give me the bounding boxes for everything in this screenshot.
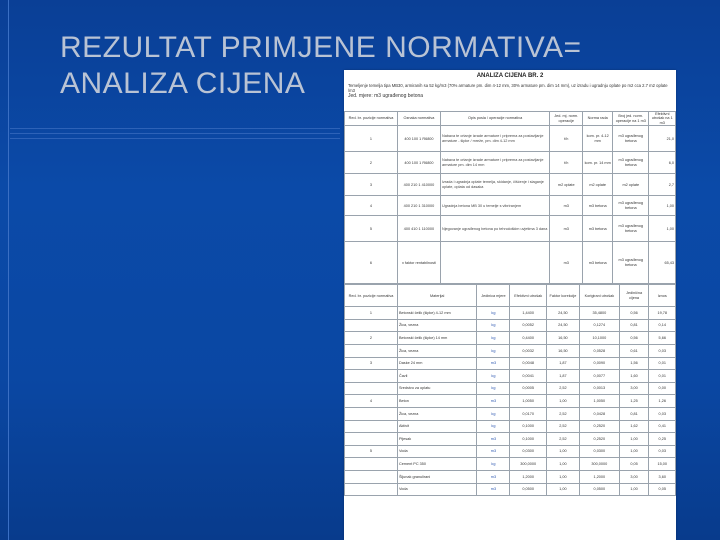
unit-price: 1,60 bbox=[619, 370, 649, 383]
effective-usage: 0,0005 bbox=[510, 382, 546, 395]
table-row bbox=[345, 420, 676, 433]
operation-unit: t/h bbox=[550, 126, 583, 152]
material-name: Voda bbox=[397, 483, 476, 496]
effective-usage: 1,4400 bbox=[510, 307, 546, 320]
amount: 0,03 bbox=[649, 345, 676, 358]
unit-of-measure: m3 bbox=[477, 445, 510, 458]
unit-price: 0,81 bbox=[619, 319, 649, 332]
unit-price: 0,56 bbox=[619, 332, 649, 345]
operation-description: Njegovanje ugrađenog betona po tehnološkim uvjetima 3 dana bbox=[440, 216, 549, 242]
materials-table-body bbox=[345, 307, 676, 496]
corrected-usage: 0,0500 bbox=[579, 483, 619, 496]
quantity-per-unit: m3 ugrađenog betona bbox=[613, 196, 649, 216]
norm-code: 400 210 1 410000 bbox=[397, 174, 440, 196]
row-number bbox=[345, 483, 398, 496]
correction-factor: 24,50 bbox=[546, 307, 579, 320]
corrected-usage: 0,1274 bbox=[579, 319, 619, 332]
material-name: Šljunak granulirani bbox=[397, 470, 476, 483]
effective-usage: 0,0048 bbox=[510, 357, 546, 370]
quantity-per-unit: m3 ugrađenog betona bbox=[613, 152, 649, 174]
correction-factor: 24,50 bbox=[546, 319, 579, 332]
row-number: 4 bbox=[345, 395, 398, 408]
effective-usage: 1,2000 bbox=[510, 470, 546, 483]
amount: 19,78 bbox=[649, 307, 676, 320]
unit-of-measure: kg bbox=[477, 407, 510, 420]
table-row bbox=[345, 307, 676, 320]
row-number: 3 bbox=[345, 174, 398, 196]
row-number bbox=[345, 319, 398, 332]
column-header: Red. br. pozicije normativa bbox=[345, 112, 398, 126]
norms-table-body bbox=[345, 126, 676, 284]
operation-unit: t/h bbox=[550, 152, 583, 174]
material-name: Žica, vezna bbox=[397, 319, 476, 332]
amount: 15,00 bbox=[649, 458, 676, 471]
row-number: 4 bbox=[345, 196, 398, 216]
table-row bbox=[345, 345, 676, 358]
unit-price: 0,61 bbox=[619, 345, 649, 358]
unit-price: 1,62 bbox=[619, 420, 649, 433]
row-number bbox=[345, 433, 398, 446]
unit-price: 3,00 bbox=[619, 382, 649, 395]
amount: 3,60 bbox=[649, 470, 676, 483]
row-number: 5 bbox=[345, 445, 398, 458]
material-name: Čavli bbox=[397, 370, 476, 383]
norm-code: x faktor rentabilnosti bbox=[397, 242, 440, 284]
column-header: Efektivni utrošak na 1 m3 bbox=[649, 112, 676, 126]
unit-of-measure: m3 bbox=[477, 357, 510, 370]
column-header: Norma rada bbox=[583, 112, 613, 126]
quantity-per-unit: m3 ugrađenog betona bbox=[613, 216, 649, 242]
effective-value: 65,43 bbox=[649, 242, 676, 284]
material-name: Cement PC 350 bbox=[397, 458, 476, 471]
column-header: Jedinična cijena bbox=[619, 285, 649, 307]
column-header: Oznaka normativa bbox=[397, 112, 440, 126]
effective-usage: 0,4400 bbox=[510, 332, 546, 345]
effective-usage: 0,0052 bbox=[510, 319, 546, 332]
column-header: Jed. mj. norm. operacije bbox=[550, 112, 583, 126]
table-row bbox=[345, 242, 676, 284]
table-row bbox=[345, 216, 676, 242]
table-row bbox=[345, 319, 676, 332]
column-header: Materijal bbox=[397, 285, 476, 307]
quantity-per-unit: m3 ugrađenog betona bbox=[613, 126, 649, 152]
row-number bbox=[345, 470, 398, 483]
correction-factor: 1,00 bbox=[546, 470, 579, 483]
material-name: Aktivit bbox=[397, 420, 476, 433]
corrected-usage: 1,2000 bbox=[579, 470, 619, 483]
table-row bbox=[345, 174, 676, 196]
unit-of-measure: kg bbox=[477, 319, 510, 332]
table-row bbox=[345, 483, 676, 496]
operation-unit: m3 bbox=[550, 242, 583, 284]
column-header: Red. br. pozicije normativa bbox=[345, 285, 398, 307]
unit-of-measure: kg bbox=[477, 370, 510, 383]
row-number: 1 bbox=[345, 126, 398, 152]
materials-table-header bbox=[345, 285, 676, 307]
table-row bbox=[345, 433, 676, 446]
effective-usage: 0,1000 bbox=[510, 433, 546, 446]
amount: 0,25 bbox=[649, 433, 676, 446]
corrected-usage: 0,0528 bbox=[579, 345, 619, 358]
corrected-usage: 0,2520 bbox=[579, 433, 619, 446]
operation-description: Ugradnja betona MB 30 u temelje s vibriranjem bbox=[440, 196, 549, 216]
unit-of-measure: m3 bbox=[477, 433, 510, 446]
correction-factor: 1,00 bbox=[546, 445, 579, 458]
unit-price: 1,00 bbox=[619, 483, 649, 496]
effective-usage: 0,0170 bbox=[510, 407, 546, 420]
unit-price: 1,00 bbox=[619, 433, 649, 446]
effective-value: 2,7 bbox=[649, 174, 676, 196]
norm-code: 400 100 1 R6800 bbox=[397, 152, 440, 174]
material-name: Voda bbox=[397, 445, 476, 458]
norm-code: 400 210 1 310000 bbox=[397, 196, 440, 216]
table-row bbox=[345, 395, 676, 408]
column-header: Efektivni utrošak bbox=[510, 285, 546, 307]
corrected-usage: 10,1000 bbox=[579, 332, 619, 345]
row-number: 6 bbox=[345, 242, 398, 284]
table-row bbox=[345, 126, 676, 152]
row-number: 5 bbox=[345, 216, 398, 242]
amount: 0,41 bbox=[649, 420, 676, 433]
corrected-usage: 1,0050 bbox=[579, 395, 619, 408]
operation-unit: m3 bbox=[550, 216, 583, 242]
material-name: Beton bbox=[397, 395, 476, 408]
slide-left-rule bbox=[8, 0, 9, 540]
corrected-usage: 0,0090 bbox=[579, 357, 619, 370]
row-number bbox=[345, 420, 398, 433]
unit-of-measure: kg bbox=[477, 382, 510, 395]
norm-value: m3 betona bbox=[583, 216, 613, 242]
table-row bbox=[345, 470, 676, 483]
material-name: Betonski čelik (šipke) 4-12 mm bbox=[397, 307, 476, 320]
operation-description: Izrada i ugradnja oplate temelja, skidanje, čišćenje i slaganje oplate, oplata od dasaka bbox=[440, 174, 549, 196]
table-row bbox=[345, 196, 676, 216]
document-title: ANALIZA CIJENA BR. 2 bbox=[476, 73, 544, 79]
unit-of-measure: kg bbox=[477, 458, 510, 471]
row-number: 3 bbox=[345, 357, 398, 370]
correction-factor: 2,52 bbox=[546, 407, 579, 420]
unit-of-measure: kg bbox=[477, 420, 510, 433]
material-name: Daske 24 mm bbox=[397, 357, 476, 370]
unit-price: 0,05 bbox=[619, 458, 649, 471]
amount: 5,66 bbox=[649, 332, 676, 345]
table-row bbox=[345, 407, 676, 420]
norm-value: kom. pr. 14 mm bbox=[583, 152, 613, 174]
norm-code: 400 410 1 110000 bbox=[397, 216, 440, 242]
effective-usage: 0,1000 bbox=[510, 420, 546, 433]
norm-value: m2 oplate bbox=[583, 174, 613, 196]
correction-factor: 1,87 bbox=[546, 370, 579, 383]
quantity-per-unit: m3 ugrađenog betona bbox=[613, 242, 649, 284]
unit-price: 1,00 bbox=[619, 445, 649, 458]
column-header: Faktor korekcije bbox=[546, 285, 579, 307]
amount: 0,05 bbox=[649, 483, 676, 496]
operation-unit: m3 bbox=[550, 196, 583, 216]
slide-title-line-2: ANALIZA CIJENA bbox=[60, 67, 306, 100]
effective-usage: 0,0032 bbox=[510, 345, 546, 358]
intro-text: Temeljenje temelja tipa MB30, armiranih sa 52 kg/m3 (70% armature pm. dim 4-12 mm, 30% armature pm. dim 14 mm), uz izradu i ugradnju oplate po m2 cca 2.7 m2 oplate /m3 bbox=[348, 83, 668, 93]
effective-usage: 0,0300 bbox=[510, 445, 546, 458]
material-name: Žica, vezna bbox=[397, 345, 476, 358]
unit-of-measure: Jed. mjere: m3 ugrađenog betona bbox=[348, 93, 424, 99]
unit-price: 1,56 bbox=[619, 357, 649, 370]
operation-description bbox=[440, 242, 549, 284]
effective-value: 6,0 bbox=[649, 152, 676, 174]
amount: 0,03 bbox=[649, 445, 676, 458]
effective-usage: 300,0000 bbox=[510, 458, 546, 471]
table-row bbox=[345, 332, 676, 345]
table-row bbox=[345, 445, 676, 458]
effective-usage: 0,0500 bbox=[510, 483, 546, 496]
effective-usage: 0,0041 bbox=[510, 370, 546, 383]
norm-value: kom. pr. 4-12 mm bbox=[583, 126, 613, 152]
corrected-usage: 0,0428 bbox=[579, 407, 619, 420]
materials-table bbox=[344, 284, 676, 496]
column-header: Jedinica mjere bbox=[477, 285, 510, 307]
unit-price: 1,25 bbox=[619, 395, 649, 408]
amount: 0,03 bbox=[649, 407, 676, 420]
correction-factor: 2,52 bbox=[546, 433, 579, 446]
table-row bbox=[345, 382, 676, 395]
correction-factor: 1,00 bbox=[546, 458, 579, 471]
operation-description: Nabava te crtanje izrade armature i priprema za postavljanje armature - šipke / mreže, pm. dim 4-12 mm bbox=[440, 126, 549, 152]
table-row bbox=[345, 458, 676, 471]
correction-factor: 2,52 bbox=[546, 382, 579, 395]
unit-of-measure: kg bbox=[477, 345, 510, 358]
effective-value: 1,00 bbox=[649, 216, 676, 242]
corrected-usage: 300,0000 bbox=[579, 458, 619, 471]
row-number bbox=[345, 458, 398, 471]
table-row bbox=[345, 152, 676, 174]
correction-factor: 1,00 bbox=[546, 483, 579, 496]
effective-value: 1,00 bbox=[649, 196, 676, 216]
amount: 0,01 bbox=[649, 370, 676, 383]
price-analysis-document bbox=[344, 70, 676, 540]
row-number: 1 bbox=[345, 307, 398, 320]
norm-value: m3 betona bbox=[583, 242, 613, 284]
unit-of-measure: m3 bbox=[477, 470, 510, 483]
row-number bbox=[345, 345, 398, 358]
correction-factor: 16,50 bbox=[546, 345, 579, 358]
quantity-per-unit: m2 oplate bbox=[613, 174, 649, 196]
unit-price: 3,00 bbox=[619, 470, 649, 483]
unit-of-measure: m3 bbox=[477, 483, 510, 496]
row-number bbox=[345, 370, 398, 383]
effective-value: 21,0 bbox=[649, 126, 676, 152]
correction-factor: 1,00 bbox=[546, 395, 579, 408]
material-name: Pijesak bbox=[397, 433, 476, 446]
amount: 0,14 bbox=[649, 319, 676, 332]
unit-of-measure: m3 bbox=[477, 395, 510, 408]
corrected-usage: 0,2520 bbox=[579, 420, 619, 433]
column-header: Korigirani utrošak bbox=[579, 285, 619, 307]
correction-factor: 1,87 bbox=[546, 357, 579, 370]
amount: 0,00 bbox=[649, 382, 676, 395]
corrected-usage: 35,4800 bbox=[579, 307, 619, 320]
corrected-usage: 0,0013 bbox=[579, 382, 619, 395]
column-header: Opis posla / operacije normativa bbox=[440, 112, 549, 126]
document-intro bbox=[344, 81, 676, 111]
unit-of-measure: kg bbox=[477, 332, 510, 345]
correction-factor: 2,52 bbox=[546, 420, 579, 433]
row-number: 2 bbox=[345, 152, 398, 174]
decorative-lines bbox=[10, 128, 340, 150]
norms-table bbox=[344, 111, 676, 284]
amount: 0,01 bbox=[649, 357, 676, 370]
effective-usage: 1,0050 bbox=[510, 395, 546, 408]
table-row bbox=[345, 357, 676, 370]
row-number: 2 bbox=[345, 332, 398, 345]
row-number bbox=[345, 407, 398, 420]
operation-description: Nabava te crtanje izrade armature i priprema za postavljanje armature pm. dim 14 mm bbox=[440, 152, 549, 174]
operation-unit: m2 oplate bbox=[550, 174, 583, 196]
row-number bbox=[345, 382, 398, 395]
unit-price: 0,56 bbox=[619, 307, 649, 320]
material-name: Betonski čelik (šipke) 14 mm bbox=[397, 332, 476, 345]
material-name: Sredstvo za oplatu bbox=[397, 382, 476, 395]
column-header: Iznos bbox=[649, 285, 676, 307]
unit-of-measure: kg bbox=[477, 307, 510, 320]
column-header: Broj jed. norm. operacije na 1 m3 bbox=[613, 112, 649, 126]
corrected-usage: 0,0300 bbox=[579, 445, 619, 458]
norm-value: m3 betona bbox=[583, 196, 613, 216]
unit-price: 0,81 bbox=[619, 407, 649, 420]
material-name: Žica, vezna bbox=[397, 407, 476, 420]
norms-table-header bbox=[345, 112, 676, 126]
correction-factor: 16,50 bbox=[546, 332, 579, 345]
slide-title-line-1: REZULTAT PRIMJENE NORMATIVA= bbox=[60, 31, 582, 64]
norm-code: 400 100 1 R6800 bbox=[397, 126, 440, 152]
table-row bbox=[345, 370, 676, 383]
amount: 1,26 bbox=[649, 395, 676, 408]
corrected-usage: 0,0077 bbox=[579, 370, 619, 383]
